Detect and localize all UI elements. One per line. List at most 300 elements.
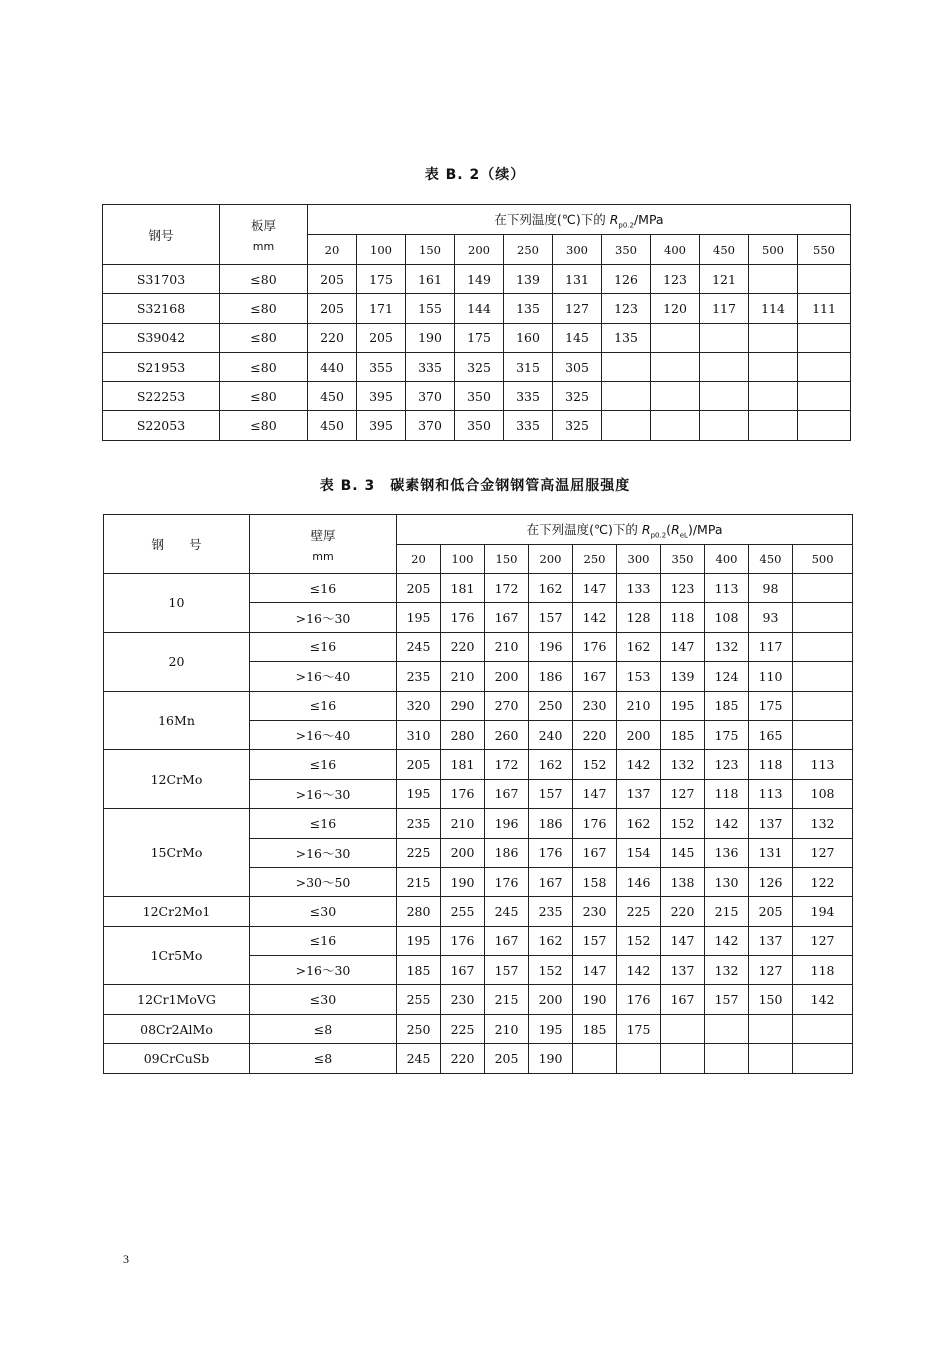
temperature-cell: 400: [705, 545, 749, 574]
value-cell: 194: [793, 897, 853, 926]
value-cell: 137: [617, 779, 661, 808]
table-row: [103, 352, 851, 381]
value-cell: 185: [573, 1014, 617, 1043]
value-cell: 325: [553, 411, 602, 440]
value-cell: 145: [553, 323, 602, 352]
value-cell: 93: [749, 603, 793, 632]
value-cell: 235: [397, 809, 441, 838]
value-cell: 395: [357, 411, 406, 440]
thickness-cell: >16～40: [250, 662, 397, 691]
value-cell: [793, 662, 853, 691]
table-row: [104, 574, 853, 603]
thickness-cell: >16～30: [250, 779, 397, 808]
value-cell: [602, 411, 651, 440]
value-cell: 210: [485, 1014, 529, 1043]
value-cell: 130: [705, 867, 749, 896]
grade-cell: 16Mn: [104, 691, 250, 750]
value-cell: 250: [397, 1014, 441, 1043]
value-cell: 370: [406, 411, 455, 440]
value-cell: 255: [397, 985, 441, 1014]
thickness-unit: mm: [252, 240, 275, 253]
value-cell: 220: [573, 720, 617, 749]
value-cell: [749, 265, 798, 294]
value-cell: 175: [455, 323, 504, 352]
table-b2-body: [103, 265, 851, 441]
thickness-label: 壁厚: [310, 527, 336, 543]
value-cell: 152: [573, 750, 617, 779]
value-cell: 127: [553, 294, 602, 323]
value-cell: 162: [529, 926, 573, 955]
value-cell: 128: [617, 603, 661, 632]
grade-cell: 09CrCuSb: [104, 1044, 250, 1073]
temperature-cell: 450: [700, 235, 749, 265]
value-cell: 186: [529, 809, 573, 838]
value-cell: 147: [661, 632, 705, 661]
value-cell: 195: [397, 603, 441, 632]
value-cell: 230: [573, 897, 617, 926]
temperature-cell: 150: [485, 545, 529, 574]
value-cell: [798, 382, 851, 411]
value-cell: 195: [397, 779, 441, 808]
value-cell: 147: [573, 779, 617, 808]
temperature-cell: 300: [553, 235, 602, 265]
value-cell: 230: [573, 691, 617, 720]
value-cell: [651, 323, 700, 352]
value-cell: 122: [793, 867, 853, 896]
value-cell: 118: [661, 603, 705, 632]
grade-cell: 12Cr1MoVG: [104, 985, 250, 1014]
temperature-cell: 400: [651, 235, 700, 265]
value-cell: 167: [441, 956, 485, 985]
grade-cell: 12Cr2Mo1: [104, 897, 250, 926]
table-row: [104, 691, 853, 720]
thickness-cell: >16～30: [250, 838, 397, 867]
value-cell: 131: [749, 838, 793, 867]
value-cell: 126: [602, 265, 651, 294]
value-cell: 355: [357, 352, 406, 381]
temperature-header: [397, 515, 853, 545]
value-cell: 260: [485, 720, 529, 749]
table-row: [103, 294, 851, 323]
value-cell: 270: [485, 691, 529, 720]
value-cell: 124: [705, 662, 749, 691]
value-cell: 350: [455, 382, 504, 411]
value-cell: 144: [455, 294, 504, 323]
value-cell: 167: [485, 603, 529, 632]
value-cell: 172: [485, 750, 529, 779]
value-cell: [798, 411, 851, 440]
value-cell: 335: [504, 382, 553, 411]
value-cell: 350: [455, 411, 504, 440]
table-row: [103, 382, 851, 411]
value-cell: 176: [573, 809, 617, 838]
thickness-cell: ≤8: [250, 1014, 397, 1043]
table-b2-caption: 表 B. 2（续）: [424, 167, 526, 183]
value-cell: [793, 632, 853, 661]
value-cell: 230: [441, 985, 485, 1014]
value-cell: 255: [441, 897, 485, 926]
value-cell: 145: [661, 838, 705, 867]
value-cell: 135: [602, 323, 651, 352]
table-row: [104, 750, 853, 779]
value-cell: 305: [553, 352, 602, 381]
value-cell: 153: [617, 662, 661, 691]
value-cell: 181: [441, 574, 485, 603]
value-cell: 132: [705, 956, 749, 985]
value-cell: 215: [485, 985, 529, 1014]
value-cell: 325: [455, 352, 504, 381]
value-cell: 167: [485, 779, 529, 808]
grade-cell: S22253: [103, 382, 220, 411]
value-cell: 210: [441, 809, 485, 838]
value-cell: 127: [793, 838, 853, 867]
value-cell: 139: [504, 265, 553, 294]
value-cell: 195: [397, 926, 441, 955]
temp-header-symbol: R: [641, 521, 651, 537]
value-cell: 113: [793, 750, 853, 779]
value-cell: 132: [705, 632, 749, 661]
thickness-cell: ≤80: [220, 323, 308, 352]
value-cell: 118: [705, 779, 749, 808]
temperature-cell: 350: [661, 545, 705, 574]
temperature-cell: 450: [749, 545, 793, 574]
value-cell: [602, 352, 651, 381]
value-cell: 220: [308, 323, 357, 352]
value-cell: 152: [529, 956, 573, 985]
grade-cell: 20: [104, 632, 250, 691]
value-cell: 157: [529, 603, 573, 632]
value-cell: 167: [573, 662, 617, 691]
value-cell: 113: [705, 574, 749, 603]
temperature-cell: 200: [529, 545, 573, 574]
value-cell: [749, 1014, 793, 1043]
thickness-cell: ≤16: [250, 691, 397, 720]
value-cell: [602, 382, 651, 411]
thickness-cell: >30～50: [250, 867, 397, 896]
value-cell: 118: [749, 750, 793, 779]
value-cell: 205: [308, 294, 357, 323]
value-cell: 98: [749, 574, 793, 603]
grade-header: 钢 号: [104, 515, 250, 574]
value-cell: 395: [357, 382, 406, 411]
value-cell: 176: [573, 632, 617, 661]
value-cell: 195: [661, 691, 705, 720]
value-cell: [798, 323, 851, 352]
value-cell: [749, 1044, 793, 1073]
value-cell: 108: [793, 779, 853, 808]
value-cell: 245: [485, 897, 529, 926]
temperature-cell: 150: [406, 235, 455, 265]
table-b3: [103, 514, 853, 1074]
value-cell: 200: [485, 662, 529, 691]
value-cell: 161: [406, 265, 455, 294]
value-cell: [793, 691, 853, 720]
value-cell: 450: [308, 382, 357, 411]
temp-header-prefix: 在下列温度(℃)下的: [494, 211, 610, 227]
value-cell: 196: [485, 809, 529, 838]
temp-header-sub2: eL: [679, 531, 688, 540]
value-cell: 195: [529, 1014, 573, 1043]
grade-cell: S21953: [103, 352, 220, 381]
table-row: [103, 323, 851, 352]
value-cell: 185: [397, 956, 441, 985]
value-cell: 280: [441, 720, 485, 749]
thickness-cell: ≤80: [220, 294, 308, 323]
value-cell: 149: [455, 265, 504, 294]
value-cell: 127: [749, 956, 793, 985]
value-cell: 137: [661, 956, 705, 985]
value-cell: 162: [529, 574, 573, 603]
value-cell: 205: [397, 574, 441, 603]
value-cell: [793, 1044, 853, 1073]
value-cell: 152: [617, 926, 661, 955]
value-cell: 147: [573, 574, 617, 603]
value-cell: 185: [661, 720, 705, 749]
grade-cell: 08Cr2AlMo: [104, 1014, 250, 1043]
grade-cell: S39042: [103, 323, 220, 352]
value-cell: [651, 352, 700, 381]
value-cell: 126: [749, 867, 793, 896]
value-cell: 200: [617, 720, 661, 749]
value-cell: [700, 352, 749, 381]
thickness-cell: ≤80: [220, 411, 308, 440]
value-cell: 162: [617, 632, 661, 661]
temperature-header: [308, 205, 851, 235]
value-cell: 450: [308, 411, 357, 440]
temperature-cell: 100: [441, 545, 485, 574]
value-cell: 210: [485, 632, 529, 661]
value-cell: 190: [406, 323, 455, 352]
value-cell: 210: [441, 662, 485, 691]
value-cell: 165: [749, 720, 793, 749]
value-cell: 160: [504, 323, 553, 352]
value-cell: 235: [529, 897, 573, 926]
value-cell: 290: [441, 691, 485, 720]
value-cell: 114: [749, 294, 798, 323]
value-cell: 175: [357, 265, 406, 294]
value-cell: 320: [397, 691, 441, 720]
value-cell: 111: [798, 294, 851, 323]
table-b3-body: [104, 574, 853, 1074]
grade-header: 钢号: [103, 205, 220, 265]
value-cell: 142: [617, 956, 661, 985]
value-cell: 196: [529, 632, 573, 661]
value-cell: 139: [661, 662, 705, 691]
value-cell: 205: [308, 265, 357, 294]
value-cell: [705, 1014, 749, 1043]
value-cell: 167: [573, 838, 617, 867]
value-cell: 176: [441, 603, 485, 632]
value-cell: 137: [749, 809, 793, 838]
temperature-cell: 500: [793, 545, 853, 574]
value-cell: 176: [529, 838, 573, 867]
thickness-cell: ≤80: [220, 352, 308, 381]
value-cell: 121: [700, 265, 749, 294]
value-cell: 150: [749, 985, 793, 1014]
grade-cell: S31703: [103, 265, 220, 294]
value-cell: 205: [485, 1044, 529, 1073]
grade-cell: S32168: [103, 294, 220, 323]
value-cell: 132: [661, 750, 705, 779]
value-cell: 123: [651, 265, 700, 294]
value-cell: 162: [529, 750, 573, 779]
table-b3-caption: 表 B. 3 碳素钢和低合金钢钢管高温屈服强度: [319, 478, 631, 494]
value-cell: [749, 323, 798, 352]
value-cell: 225: [397, 838, 441, 867]
value-cell: 200: [529, 985, 573, 1014]
value-cell: 117: [700, 294, 749, 323]
value-cell: 280: [397, 897, 441, 926]
grade-cell: S22053: [103, 411, 220, 440]
value-cell: 152: [661, 809, 705, 838]
value-cell: 157: [705, 985, 749, 1014]
value-cell: 205: [397, 750, 441, 779]
value-cell: 123: [661, 574, 705, 603]
value-cell: 137: [749, 926, 793, 955]
value-cell: [793, 720, 853, 749]
value-cell: 172: [485, 574, 529, 603]
value-cell: 118: [793, 956, 853, 985]
value-cell: [749, 382, 798, 411]
value-cell: 167: [485, 926, 529, 955]
temp-header-prefix: 在下列温度(℃)下的: [526, 521, 642, 537]
value-cell: 146: [617, 867, 661, 896]
value-cell: 215: [397, 867, 441, 896]
value-cell: [573, 1044, 617, 1073]
temperature-cell: 20: [308, 235, 357, 265]
temp-header-symbol: R: [609, 211, 619, 227]
table-row: [103, 411, 851, 440]
thickness-cell: ≤80: [220, 265, 308, 294]
value-cell: 167: [529, 867, 573, 896]
thickness-label: 板厚: [250, 218, 276, 233]
value-cell: 157: [573, 926, 617, 955]
value-cell: [749, 411, 798, 440]
value-cell: 176: [441, 926, 485, 955]
value-cell: 108: [705, 603, 749, 632]
value-cell: 154: [617, 838, 661, 867]
temp-header-suffix: )/MPa: [687, 521, 723, 537]
value-cell: 210: [617, 691, 661, 720]
value-cell: 250: [529, 691, 573, 720]
value-cell: 220: [661, 897, 705, 926]
value-cell: 335: [406, 352, 455, 381]
value-cell: 157: [485, 956, 529, 985]
thickness-header: [220, 205, 308, 265]
table-row: [104, 632, 853, 661]
grade-cell: 1Cr5Mo: [104, 926, 250, 985]
thickness-cell: ≤30: [250, 897, 397, 926]
value-cell: 235: [397, 662, 441, 691]
thickness-cell: ≤16: [250, 809, 397, 838]
value-cell: 135: [504, 294, 553, 323]
value-cell: 142: [705, 926, 749, 955]
temperature-cell: 250: [504, 235, 553, 265]
temperature-cell: 250: [573, 545, 617, 574]
value-cell: 205: [749, 897, 793, 926]
temperature-cell: 550: [798, 235, 851, 265]
value-cell: 335: [504, 411, 553, 440]
value-cell: 142: [793, 985, 853, 1014]
value-cell: 110: [749, 662, 793, 691]
value-cell: 123: [602, 294, 651, 323]
value-cell: [798, 352, 851, 381]
value-cell: 220: [441, 632, 485, 661]
thickness-cell: ≤16: [250, 926, 397, 955]
value-cell: 190: [529, 1044, 573, 1073]
temp-header-sub: p0.2: [618, 221, 634, 230]
value-cell: 131: [553, 265, 602, 294]
value-cell: 325: [553, 382, 602, 411]
value-cell: 245: [397, 1044, 441, 1073]
value-cell: [661, 1044, 705, 1073]
table-row: [104, 1044, 853, 1073]
value-cell: 245: [397, 632, 441, 661]
value-cell: 370: [406, 382, 455, 411]
value-cell: 186: [485, 838, 529, 867]
temperature-cell: 300: [617, 545, 661, 574]
temperature-cell: 100: [357, 235, 406, 265]
thickness-cell: ≤8: [250, 1044, 397, 1073]
value-cell: 127: [793, 926, 853, 955]
thickness-cell: ≤80: [220, 382, 308, 411]
value-cell: 162: [617, 809, 661, 838]
value-cell: [793, 1014, 853, 1043]
value-cell: 181: [441, 750, 485, 779]
value-cell: 171: [357, 294, 406, 323]
value-cell: 176: [617, 985, 661, 1014]
temp-header-suffix: /MPa: [633, 211, 664, 227]
grade-cell: 12CrMo: [104, 750, 250, 809]
thickness-cell: ≤16: [250, 750, 397, 779]
value-cell: [617, 1044, 661, 1073]
thickness-cell: >16～30: [250, 603, 397, 632]
value-cell: 123: [705, 750, 749, 779]
temperature-cell: 20: [397, 545, 441, 574]
page-number: 3: [123, 1252, 129, 1266]
temp-header-symbol2: R: [671, 521, 680, 537]
value-cell: 440: [308, 352, 357, 381]
value-cell: 220: [441, 1044, 485, 1073]
temp-header-paren: (: [666, 521, 672, 537]
value-cell: 176: [441, 779, 485, 808]
thickness-cell: >16～40: [250, 720, 397, 749]
value-cell: [700, 382, 749, 411]
temperature-cell: 350: [602, 235, 651, 265]
value-cell: [651, 382, 700, 411]
value-cell: 117: [749, 632, 793, 661]
value-cell: 138: [661, 867, 705, 896]
value-cell: [705, 1044, 749, 1073]
value-cell: 176: [485, 867, 529, 896]
value-cell: 315: [504, 352, 553, 381]
value-cell: [700, 323, 749, 352]
value-cell: [793, 574, 853, 603]
value-cell: 175: [617, 1014, 661, 1043]
temperature-cell: 200: [455, 235, 504, 265]
value-cell: 240: [529, 720, 573, 749]
value-cell: 127: [661, 779, 705, 808]
value-cell: [651, 411, 700, 440]
value-cell: 132: [793, 809, 853, 838]
value-cell: 120: [651, 294, 700, 323]
value-cell: 175: [749, 691, 793, 720]
value-cell: 215: [705, 897, 749, 926]
table-b2: [102, 204, 851, 441]
value-cell: 225: [617, 897, 661, 926]
value-cell: 157: [529, 779, 573, 808]
value-cell: 142: [573, 603, 617, 632]
